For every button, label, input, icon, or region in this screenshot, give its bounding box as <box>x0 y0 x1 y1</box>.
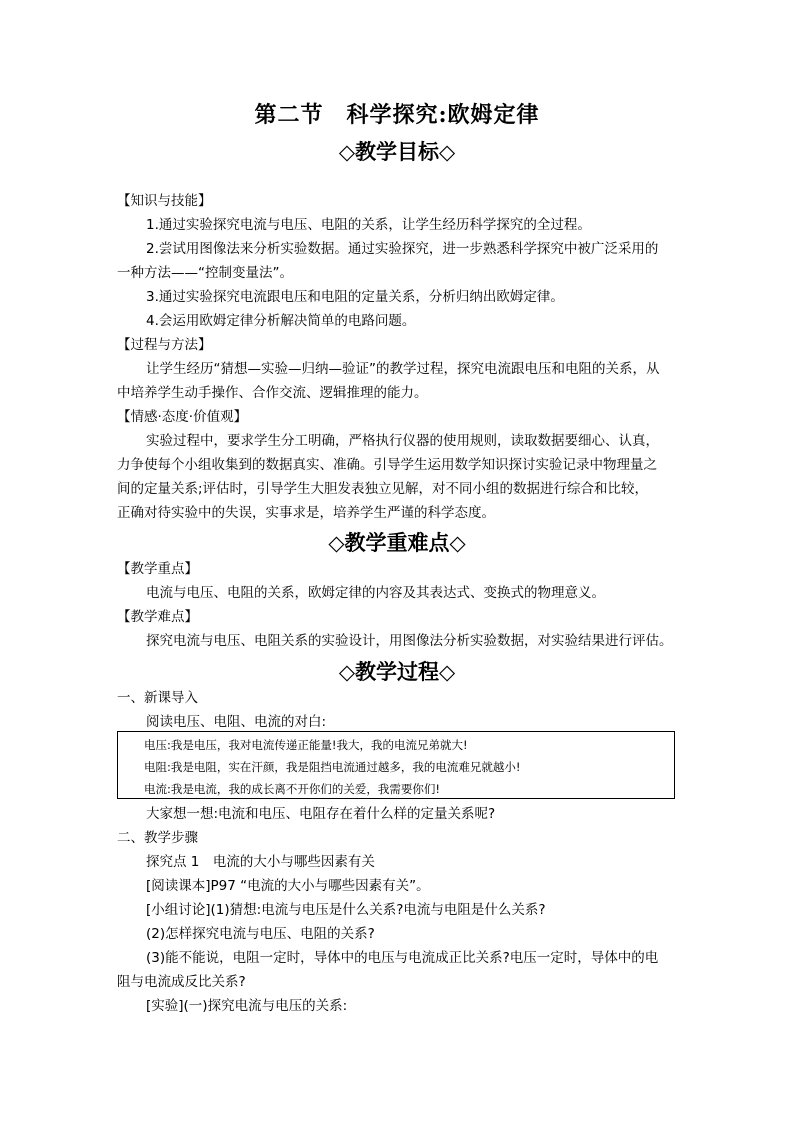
difficult-point-text: 探究电流与电压、电阻关系的实验设计，用图像法分析实验数据，对实验结果进行评估。 <box>146 633 673 649</box>
attitude-header: 【情感·态度·价值观】 <box>117 409 248 425</box>
dialogue-line-voltage: 电压:我是电压，我对电流传递正能量!我大，我的电流兄弟就大! <box>144 738 468 752</box>
process-line: 中培养学生动手操作、合作交流、逻辑推理的能力。 <box>117 385 428 401</box>
attitude-line: 实验过程中，要求学生分工明确，严格执行仪器的使用规则，读取数据要细心、认真， <box>146 433 659 449</box>
dialogue-box <box>117 731 675 799</box>
knowledge-item: 1.通过实验探究电流与电压、电阻的关系，让学生经历科学探究的全过程。 <box>146 217 591 233</box>
knowledge-item: 一种方法——“控制变量法”。 <box>117 265 293 281</box>
dialogue-line-current: 电流:我是电流，我的成长离不开你们的关爱，我需要你们! <box>144 782 440 796</box>
knowledge-item: 4.会运用欧姆定律分析解决简单的电路问题。 <box>146 313 416 329</box>
attitude-line: 力争使每个小组收集到的数据真实、准确。引导学生运用数学知识探讨实验记录中物理量之 <box>117 457 657 473</box>
difficult-point-header: 【教学难点】 <box>117 609 198 625</box>
section-heading-process: ◇教学过程◇ <box>338 659 456 684</box>
dialogue-line-resistance: 电阻:我是电阻，实在汗颜，我是阻挡电流通过越多，我的电流难兄就越小! <box>144 760 521 774</box>
steps-line: (2)怎样探究电流与电压、电阻的关系? <box>146 926 375 942</box>
intro-question: 大家想一想:电流和电压、电阻存在着什么样的定量关系呢? <box>146 806 496 822</box>
attitude-line: 正确对待实验中的失误，实事求是，培养学生严谨的科学态度。 <box>117 505 495 521</box>
attitude-line: 间的定量关系;评估时，引导学生大胆发表独立见解，对不同小组的数据进行综合和比较， <box>117 481 649 497</box>
knowledge-header: 【知识与技能】 <box>117 193 212 209</box>
process-line: 让学生经历“猜想—实验—归纳—验证”的教学过程，探究电流跟电压和电阻的关系，从 <box>146 361 660 377</box>
steps-line: [小组讨论](1)猜想:电流与电压是什么关系?电流与电阻是什么关系? <box>146 902 546 918</box>
key-point-header: 【教学重点】 <box>117 561 198 577</box>
steps-line: (3)能不能说，电阻一定时，导体中的电压与电流成正比关系?电压一定时，导体中的电 <box>146 950 659 966</box>
steps-line: [实验](一)探究电流与电压的关系: <box>146 998 348 1014</box>
intro-header: 一、新课导入 <box>117 690 198 706</box>
intro-lead: 阅读电压、电阻、电流的对白: <box>146 714 327 730</box>
section-heading-difficulty: ◇教学重难点◇ <box>328 530 466 555</box>
steps-line: 阻与电流成反比关系? <box>117 974 246 990</box>
steps-line: 探究点 1 电流的大小与哪些因素有关 <box>146 854 375 870</box>
steps-line: [阅读课本]P97 “电流的大小与哪些因素有关”。 <box>146 878 430 894</box>
knowledge-item: 2.尝试用图像法来分析实验数据。通过实验探究，进一步熟悉科学探究中被广泛采用的 <box>146 241 659 257</box>
key-point-text: 电流与电压、电阻的关系，欧姆定律的内容及其表达式、变换式的物理意义。 <box>146 585 605 601</box>
steps-header: 二、教学步骤 <box>117 830 198 846</box>
process-header: 【过程与方法】 <box>117 337 212 353</box>
knowledge-item: 3.通过实验探究电流跟电压和电阻的定量关系，分析归纳出欧姆定律。 <box>146 289 564 305</box>
section-heading-goals: ◇教学目标◇ <box>338 139 456 164</box>
document-title: 第二节 科学探究:欧姆定律 <box>254 102 540 128</box>
